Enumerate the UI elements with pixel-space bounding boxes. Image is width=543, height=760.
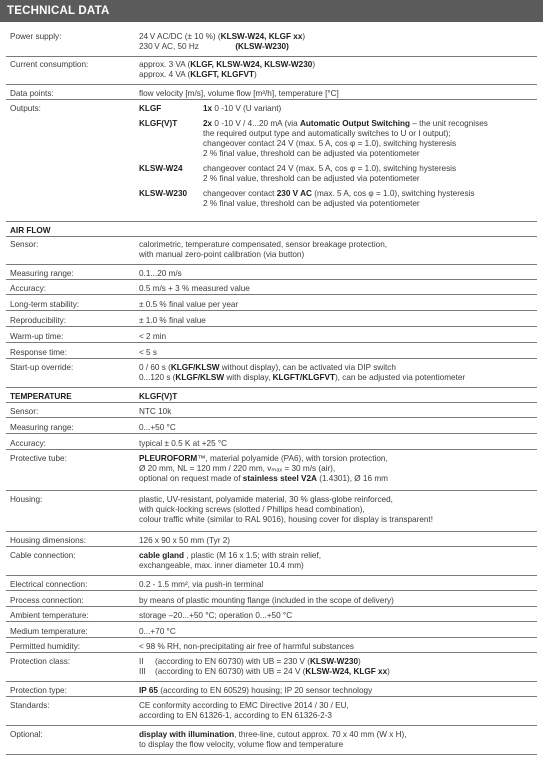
housing-dimensions-label: Housing dimensions: [10,536,87,545]
protective-tube-value: PLEUROFORM™, material polyamide (PA6), with torsion protection, Ø 20 mm, NL = 120 mm / 220 mm, vₘₐₓ = 30 m/s (air), optional on request made of stainless steel V2A (1.4301), Ø 16 mm [139,454,388,483]
ambient-temperature-row [6,611,537,622]
ambient-temperature-value: storage –20...+50 °C; operation 0...+50 °C [139,611,293,620]
current-consumption-label: Current consumption: [10,60,89,69]
reproducibility-value: ± 1.0 % final value [139,316,206,325]
standards-value: CE conformity according to EMC Directive 2014 / 30 / EU, according to EN 61326-1, according to EN 61326-2-3 [139,701,349,720]
air-flow-section [6,226,537,237]
medium-temperature-label: Medium temperature: [10,627,88,636]
current-consumption-value: approx. 3 VA (KLGF, KLSW-W24, KLSW-W230) approx. 4 VA (KLGFT, KLGFVT) [139,60,316,79]
outputs-row [6,104,537,222]
protective-tube-row [6,454,537,491]
temperature-title: TEMPERATURE [10,392,72,401]
protective-tube-label: Protective tube: [10,454,67,463]
ambient-temperature-label: Ambient temperature: [10,611,89,620]
temp-accuracy-row [6,439,537,450]
process-connection-value: by means of plastic mounting flange (included in the scope of delivery) [139,596,394,605]
power-supply-label: Power supply: [10,32,62,41]
stability-value: ± 0.5 % final value per year [139,300,239,309]
outputs-value: KLGF 1x 0 -10 V (U variant) KLGF(V)T 2x 0 -10 V / 4...20 mA (via Automatic Output Switching – the unit recognises the required output type and automatically switches to U or I output); changeover contact 24 V (max. 5 A, cos φ = 1.0), switching hysteresis 2 % final value, threshold can be adjusted via potentiometer KLSW-W24 changeover contact 24 V (max. 5 A, cos φ = 1.0), switching hysteresis 2 % final value, threshold can be adjusted via potentiometer KLSW-W230 changeover contact 230 V AC (max. 5 A, cos φ = 1.0), switching hysteresis 2 % final value, threshold can be adjusted via potentiometer [139,104,488,208]
sensor-label: Sensor: [10,240,39,249]
outputs-label: Outputs: [10,104,41,113]
measuring-range-row [6,269,537,280]
response-time-row [6,348,537,359]
data-points-row [6,89,537,100]
temp-range-label: Measuring range: [10,423,74,432]
housing-dimensions-row [6,536,537,547]
process-connection-label: Process connection: [10,596,84,605]
electrical-connection-value: 0.2 - 1.5 mm², via push-in terminal [139,580,264,589]
accuracy-row [6,284,537,295]
warm-up-label: Warm-up time: [10,332,64,341]
data-points-value: flow velocity [m/s], volume flow [m³/h], temperature [°C] [139,89,339,98]
air-flow-title: AIR FLOW [10,226,51,235]
warm-up-time-row [6,332,537,343]
reproducibility-row [6,316,537,327]
protection-type-row [6,686,537,697]
housing-value: plastic, UV-resistant, polyamide material, 30 % glass-globe reinforced, with quick-locking screws (slotted / Phillips head combination), colour traffic white (similar to RAL 9016), housing cover for display is transparent! [139,495,433,524]
permitted-humidity-row [6,642,537,653]
cable-connection-value: cable gland , plastic (M 16 x 1.5; with strain relief, exchangeable, max. inner diameter 10.4 mm) [139,551,322,570]
optional-label: Optional: [10,730,43,739]
temp-sensor-row [6,407,537,418]
response-time-label: Response time: [10,348,67,357]
measuring-range-value: 0.1...20 m/s [139,269,182,278]
cable-connection-row [6,551,537,576]
power-supply-row [6,32,537,57]
temp-range-row [6,423,537,434]
long-term-stability-row [6,300,537,311]
temp-accuracy-label: Accuracy: [10,439,46,448]
housing-dimensions-value: 126 x 90 x 50 mm (Tyr 2) [139,536,231,545]
temp-sensor-label: Sensor: [10,407,39,416]
current-consumption-row [6,60,537,85]
optional-value: display with illumination, three-line, cutout approx. 70 x 40 mm (W x H), to display the flow velocity, volume flow and temperature [139,730,407,749]
temp-accuracy-value: typical ± 0.5 K at +25 °C [139,439,228,448]
permitted-humidity-value: < 98 % RH, non-precipitating air free of harmful substances [139,642,355,651]
warm-up-value: < 2 min [139,332,167,341]
start-up-override-row [6,363,537,388]
measuring-range-label: Measuring range: [10,269,74,278]
stability-label: Long-term stability: [10,300,80,309]
housing-label: Housing: [10,495,43,504]
technical-data-header: TECHNICAL DATA [0,0,543,22]
protection-type-value: IP 65 (according to EN 60529) housing; IP 20 sensor technology [139,686,373,695]
permitted-humidity-label: Permitted humidity: [10,642,81,651]
accuracy-value: 0.5 m/s + 3 % measured value [139,284,250,293]
temp-sensor-value: NTC 10k [139,407,172,416]
medium-temperature-value: 0...+70 °C [139,627,176,636]
housing-row [6,495,537,532]
medium-temperature-row [6,627,537,638]
protection-class-row [6,657,537,682]
response-time-value: < 5 s [139,348,157,357]
protection-type-label: Protection type: [10,686,67,695]
standards-label: Standards: [10,701,50,710]
temperature-model: KLGF(V)T [139,392,178,401]
accuracy-label: Accuracy: [10,284,46,293]
optional-row [6,730,537,755]
electrical-connection-label: Electrical connection: [10,580,88,589]
start-up-override-value: 0 / 60 s (KLGF/KLSW without display), can be activated via DIP switch 0...120 s (KLGF/KLSW with display, KLGFT/KLGFVT), can be adjusted via potentiometer [139,363,466,382]
power-supply-value: 24 V AC/DC (± 10 %) (KLSW-W24, KLGF xx) 230 V AC, 50 Hz (KLSW-W230) [139,32,306,51]
standards-row [6,701,537,726]
sensor-value: calorimetric, temperature compensated, sensor breakage protection, with manual zero-point calibration (via button) [139,240,388,259]
protection-class-value: II (according to EN 60730) with UB = 230 V (KLSW-W230) III (according to EN 60730) with UB = 24 V (KLSW-W24, KLGF xx) [139,657,390,676]
sensor-row [6,240,537,265]
data-points-label: Data points: [10,89,54,98]
process-connection-row [6,596,537,607]
temperature-section [6,392,537,403]
cable-connection-label: Cable connection: [10,551,76,560]
start-up-override-label: Start-up override: [10,363,74,372]
electrical-connection-row [6,580,537,591]
protection-class-label: Protection class: [10,657,71,666]
reproducibility-label: Reproducibility: [10,316,66,325]
temp-range-value: 0...+50 °C [139,423,176,432]
